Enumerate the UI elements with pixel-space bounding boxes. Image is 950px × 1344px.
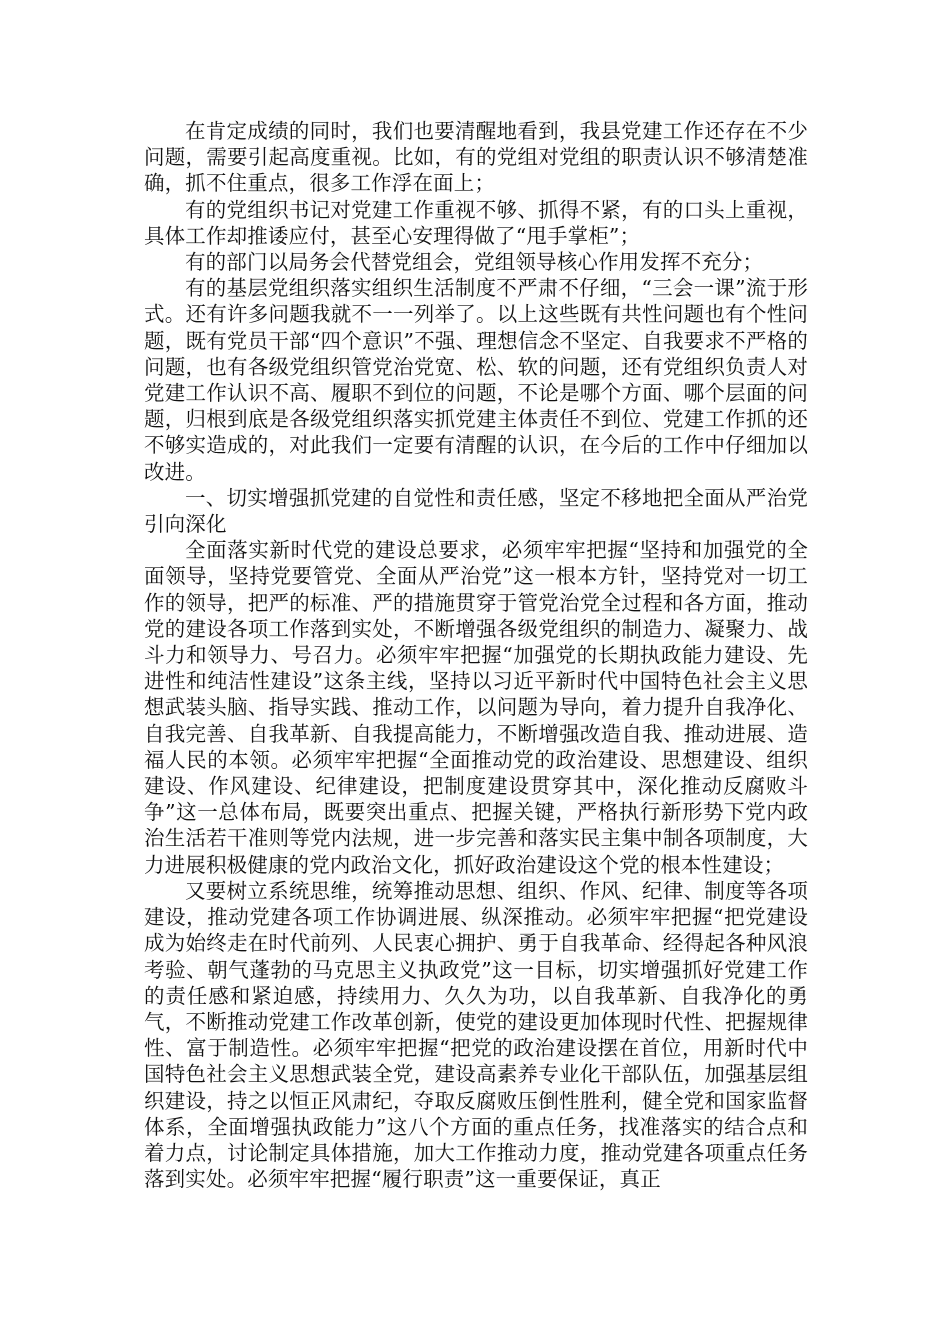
section-heading-1: 一、切实增强抓党建的自觉性和责任感，坚定不移地把全面从严治党引向深化 bbox=[144, 485, 808, 537]
paragraph-6: 又要树立系统思维，统筹推动思想、组织、作风、纪律、制度等各项建设，推动党建各项工作协调进展、纵深推动。必须牢牢把握“把党建设成为始终走在时代前列、人民衷心拥护、勇于自我革命、经得起各种风浪考验、朝气蓬勃的马克思主义执政党”这一目标，切实增强抓好党建工作的责任感和紧迫感，持续用力、久久为功，以自我革新、自我净化的勇气，不断推动党建工作改革创新，使党的建设更加体现时代性、把握规律性、富于制造性。必须牢牢把握“把党的政治建设摆在首位，用新时代中国特色社会主义思想武装全党，建设高素养专业化干部队伍，加强基层组织建设，持之以恒正风肃纪，夺取反腐败压倒性胜利，健全党和国家监督体系，全面增强执政能力”这八个方面的重点任务，找准落实的结合点和着力点，讨论制定具体措施，加大工作推动力度，推动党建各项重点任务落到实处。必须牢牢把握“履行职责”这一重要保证，真正 bbox=[144, 878, 808, 1192]
document-body bbox=[144, 118, 808, 1192]
paragraph-5: 全面落实新时代党的建设总要求，必须牢牢把握“坚持和加强党的全面领导，坚持党要管党、全面从严治党”这一根本方针，坚持党对一切工作的领导，把严的标准、严的措施贯穿于管党治党全过程和各方面，推动党的建设各项工作落到实处，不断增强各级党组织的制造力、凝聚力、战斗力和领导力、号召力。必须牢牢把握“加强党的长期执政能力建设、先进性和纯洁性建设”这条主线，坚持以习近平新时代中国特色社会主义思想武装头脑、指导实践、推动工作，以问题为导向，着力提升自我净化、自我完善、自我革新、自我提高能力，不断增强改造自我、推动进展、造福人民的本领。必须牢牢把握“全面推动党的政治建设、思想建设、组织建设、作风建设、纪律建设，把制度建设贯穿其中，深化推动反腐败斗争”这一总体布局，既要突出重点、把握关键，严格执行新形势下党内政治生活若干准则等党内法规，进一步完善和落实民主集中制各项制度，大力进展积极健康的党内政治文化，抓好政治建设这个党的根本性建设； bbox=[144, 538, 808, 877]
paragraph-2: 有的党组织书记对党建工作重视不够、抓得不紧，有的口头上重视，具体工作却推诿应付，甚至心安理得做了“甩手掌柜”； bbox=[144, 197, 808, 248]
paragraph-1: 在肯定成绩的同时，我们也要清醒地看到，我县党建工作还存在不少问题，需要引起高度重视。比如，有的党组对党组的职责认识不够清楚准确，抓不住重点，很多工作浮在面上； bbox=[144, 119, 808, 196]
paragraph-4: 有的基层党组织落实组织生活制度不严肃不仔细，“三会一课”流于形式。还有许多问题我就不一一列举了。以上这些既有共性问题也有个性问题，既有党员干部“四个意识”不强、理想信念不坚定、自我要求不严格的问题，也有各级党组织管党治党宽、松、软的问题，还有党组织负责人对党建工作认识不高、履职不到位的问题，不论是哪个方面、哪个层面的问题，归根到底是各级党组织落实抓党建主体责任不到位、党建工作抓的还不够实造成的，对此我们一定要有清醒的认识，在今后的工作中仔细加以改进。 bbox=[144, 276, 808, 484]
paragraph-3: 有的部门以局务会代替党组会，党组领导核心作用发挥不充分； bbox=[185, 250, 764, 275]
